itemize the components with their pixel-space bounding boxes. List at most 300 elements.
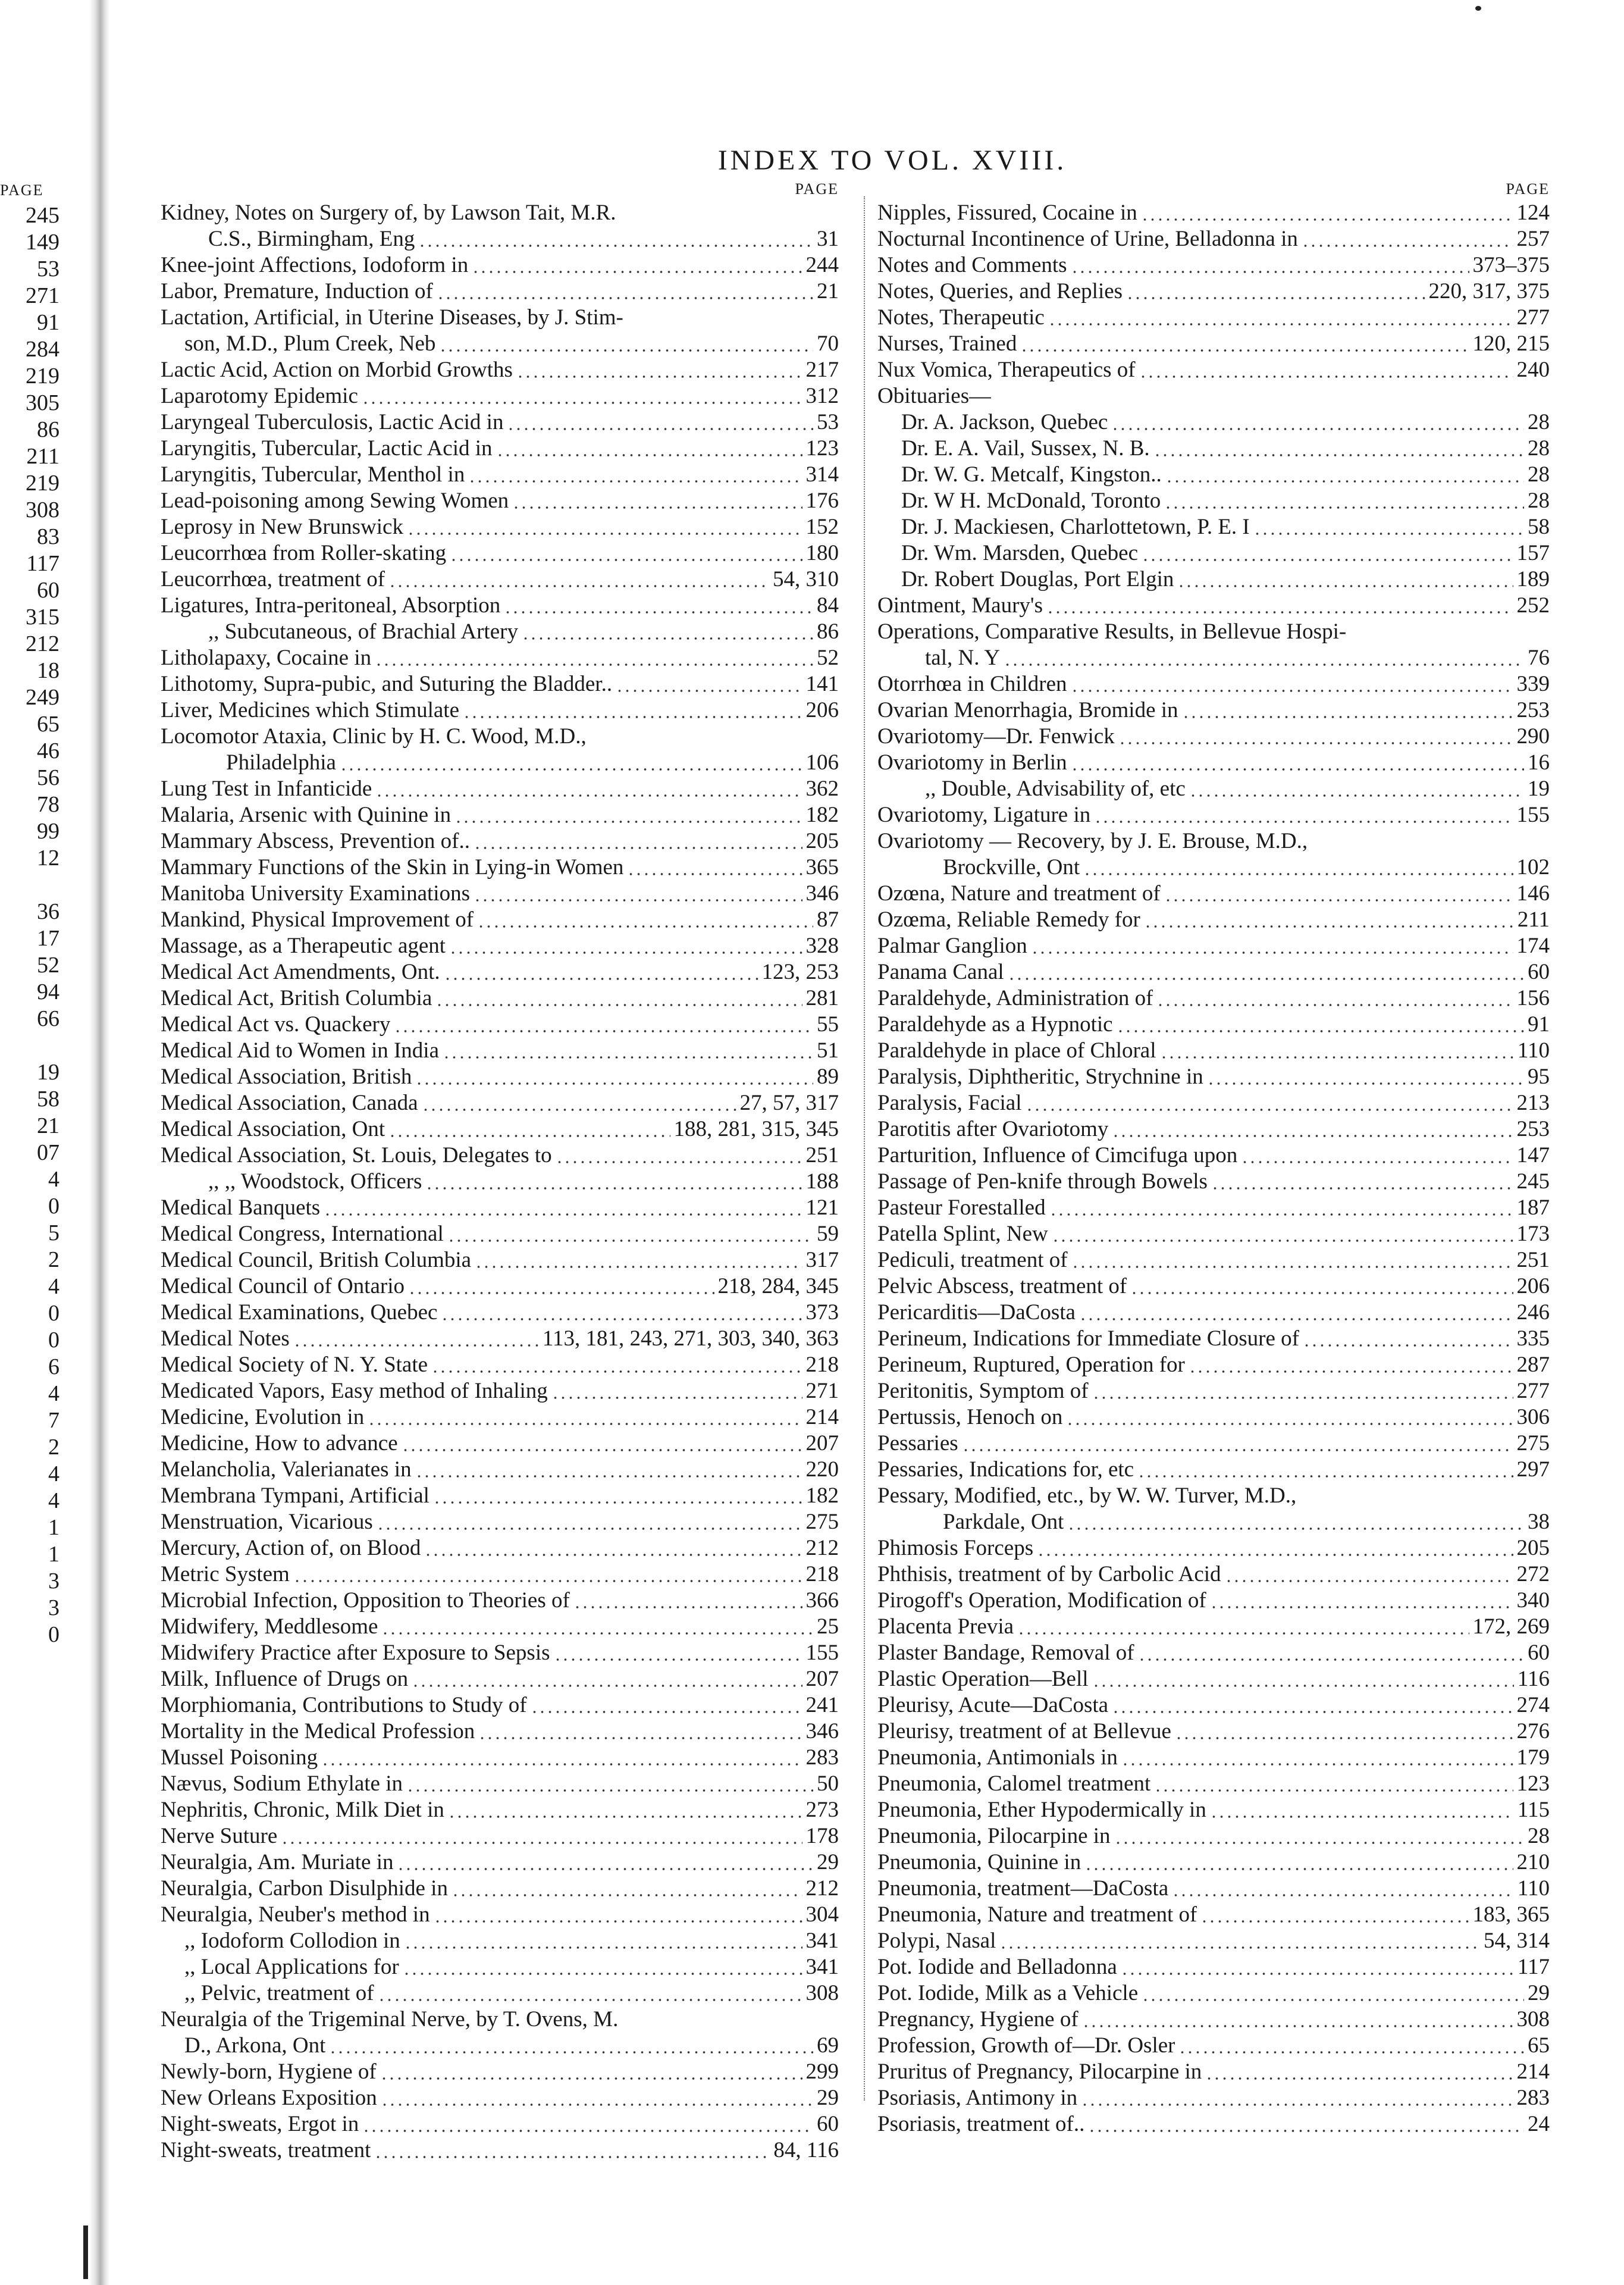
index-entry [161,1012,839,1038]
index-entry-page: 52 [817,646,839,670]
dot-leader [463,701,802,719]
dot-leader [556,1146,802,1164]
index-entry-text: Notes, Queries, and Replies [877,279,1123,303]
index-entry-text: Leucorrhœa from Roller-skating [161,541,447,565]
index-entry-text: Operations, Comparative Results, in Bellevue Hospi- [877,619,1347,644]
dot-leader [962,1434,1513,1452]
dot-leader [431,1356,802,1373]
index-entry [877,907,1550,933]
index-entry [161,2033,839,2059]
dot-leader [1172,1879,1514,1897]
dot-leader [439,334,813,352]
index-entry-page: 206 [805,698,839,722]
index-entry-page: 220, 317, 375 [1428,279,1550,303]
previous-page-number: 6 [48,1354,59,1379]
index-entry [161,776,839,802]
index-entry-page: 212 [805,1876,839,1901]
previous-page-number: 19 [37,1060,59,1085]
index-entry-page: 281 [805,986,839,1010]
index-entry [877,436,1550,462]
index-entry-page: 251 [1516,1248,1550,1272]
index-entry [877,1588,1550,1614]
index-entry [877,1195,1550,1221]
previous-page-number: 4 [48,1167,59,1192]
index-entry-page: 60 [817,2112,839,2136]
dot-leader [424,1539,802,1557]
dot-leader [388,570,769,588]
index-entry-text: ,, Double, Advisability of, etc [925,777,1186,801]
index-entry-page: 245 [1516,1169,1550,1194]
index-entry-text: son, M.D., Plum Creek, Neb [184,331,436,356]
index-entry-page: 29 [1528,1981,1550,2005]
index-entry-text: Paraldehyde in place of Chloral [877,1038,1156,1063]
previous-page-number: 99 [37,819,59,844]
index-entry [877,1326,1550,1352]
index-list-left [161,200,839,2164]
index-entry [161,436,839,462]
index-entry [161,1640,839,1666]
index-entry-page: 314 [805,462,839,487]
index-entry-text: Notes, Therapeutic [877,305,1045,330]
index-entry [877,409,1550,436]
index-entry [877,1954,1550,1980]
index-entry-page: 69 [817,2033,839,2058]
index-entry-text: Neuralgia, Am. Muriate in [161,1850,394,1874]
dot-leader [1008,963,1524,981]
previous-page-number: 284 [26,337,59,362]
index-entry-text: Medical Aid to Women in India [161,1038,440,1063]
previous-page-number: 07 [37,1140,59,1165]
dot-leader [404,1932,802,1949]
dot-leader [435,989,802,1007]
index-entry-text: Dr. Wm. Marsden, Quebec [901,541,1138,565]
dot-leader [1138,1644,1524,1661]
index-entry-text: Medical Council of Ontario [161,1274,405,1298]
index-entry [877,697,1550,724]
index-entry-text: Paraldehyde as a Hypnotic [877,1012,1113,1037]
dot-leader [362,387,802,405]
index-entry-text: Pessaries, Indications for, etc [877,1457,1134,1482]
index-entry [161,1588,839,1614]
index-entry-text: Litholapaxy, Cocaine in [161,646,372,670]
dot-leader [450,544,802,562]
index-entry-text: Neuralgia, Carbon Disulphide in [161,1876,448,1901]
index-entry-page: 50 [817,1771,839,1796]
index-entry [161,357,839,383]
index-entry [161,1221,839,1247]
index-entry-page: 273 [805,1798,839,1822]
index-entry-text: Dr. W H. McDonald, Toronto [901,489,1161,513]
dot-leader [619,204,835,221]
index-entry [877,1719,1550,1745]
index-entry-text: Laryngitis, Tubercular, Lactic Acid in [161,436,493,461]
index-entry-page: 16 [1528,750,1550,775]
index-entry-page: 317 [805,1248,839,1272]
index-entry-page: 65 [1528,2033,1550,2058]
index-entry-page: 346 [805,1719,839,1744]
index-entry [877,331,1550,357]
index-entry [877,1640,1550,1666]
dot-leader [412,1670,802,1688]
dot-leader [1092,1670,1514,1688]
index-entry-page: 183, 365 [1472,1902,1550,1927]
index-entry-page: 182 [805,1483,839,1508]
index-entry-text: Pneumonia, treatment—DaCosta [877,1876,1169,1901]
index-entry-page: 28 [1528,462,1550,487]
index-entry-text: Paralysis, Diphtheritic, Strychnine in [877,1065,1203,1089]
index-entry-text: Pneumonia, Pilocarpine in [877,1824,1111,1848]
previous-page-number: 52 [37,953,59,978]
index-entry [161,1928,839,1954]
dot-leader [1004,649,1524,666]
index-entry [161,462,839,488]
index-entry [161,540,839,566]
index-entry-page: 217 [805,358,839,382]
index-entry [877,1142,1550,1169]
index-entry [161,959,839,985]
dot-leader [1189,780,1524,797]
index-entry-text: ,, Iodoform Collodion in [184,1929,400,1953]
index-entry-text: Ovarian Menorrhagia, Bromide in [877,698,1178,722]
dot-leader [1092,1382,1513,1400]
index-entry-text: Palmar Ganglion [877,934,1027,958]
previous-page-number: 219 [26,364,59,389]
previous-page-label: PAGE [0,181,44,199]
index-entry-page: 205 [805,829,839,853]
dot-leader [1083,858,1513,876]
index-entry [877,2033,1550,2059]
index-entry-page: 373 [805,1300,839,1325]
dot-leader [504,596,813,614]
index-entry-text: Mankind, Physical Improvement of [161,907,474,932]
index-entry [161,226,839,252]
previous-page-number: 149 [26,230,59,255]
dot-leader [406,1774,813,1792]
index-entry-text: Pot. Iodide and Belladonna [877,1955,1117,1979]
index-entry [161,1561,839,1588]
index-entry-text: Psoriasis, treatment of.. [877,2112,1085,2136]
index-entry [877,828,1550,854]
dot-leader [415,1068,813,1085]
index-entry-page: 110 [1517,1038,1550,1063]
index-entry-page: 283 [1516,2086,1550,2110]
index-entry-text: Ovariotomy in Berlin [877,750,1067,775]
index-entry-page: 308 [805,1981,839,2005]
index-entry-text: Lactation, Artificial, in Uterine Diseases, by J. Stim- [161,305,623,330]
previous-page-number: 36 [37,899,59,924]
index-entry-text: Pelvic Abscess, treatment of [877,1274,1127,1298]
previous-page-number: 2 [48,1435,59,1460]
previous-page-number: 305 [26,390,59,415]
index-entry-page: 124 [1516,201,1550,225]
index-entry-page: 29 [817,2086,839,2110]
dot-leader [452,1879,802,1897]
index-column-left [161,179,839,2164]
dot-leader [1081,2089,1513,2106]
index-entry-text: Perineum, Ruptured, Operation for [877,1353,1185,1377]
index-entry-text: Brockville, Ont [943,855,1080,879]
index-entry-text: Pneumonia, Nature and treatment of [877,1902,1197,1927]
index-entry [161,331,839,357]
dot-leader [516,361,802,378]
index-entry [161,252,839,278]
index-entry [161,619,839,645]
index-entry-text: Dr. E. A. Vail, Sussex, N. B. [901,436,1150,461]
previous-page-number: 211 [26,444,59,469]
index-entry-text: Medical Notes [161,1326,290,1351]
index-entry-text: Nerve Suture [161,1824,278,1848]
index-entry-text: Placenta Previa [877,1614,1014,1639]
dot-leader [1118,727,1513,745]
index-entry [161,1169,839,1195]
index-entry-text: Mercury, Action of, on Blood [161,1536,421,1560]
index-entry [877,645,1550,671]
previous-page-number: 4 [48,1461,59,1486]
index-entry-text: C.S., Birmingham, Eng [208,227,415,251]
previous-page-number: 12 [37,846,59,871]
index-entry-page: 211 [1517,907,1550,932]
index-entry [877,854,1550,881]
index-entry-text: Paralysis, Facial [877,1091,1022,1115]
index-entry [161,1509,839,1535]
dot-leader [1225,1565,1513,1583]
index-entry [161,1142,839,1169]
previous-page-number: 249 [26,685,59,710]
index-entry-text: Pruritus of Pregnancy, Pilocarpine in [877,2059,1202,2084]
dot-leader [1112,1120,1513,1138]
index-entry-page: 182 [805,803,839,827]
index-entry [161,1614,839,1640]
dot-leader [407,518,802,536]
index-entry [877,383,1550,409]
index-entry-text: Ointment, Maury's [877,593,1043,618]
index-entry [161,1352,839,1378]
index-entry-page: 110 [1517,1876,1550,1901]
index-entry-page: 29 [817,1850,839,1874]
index-entry-page: 335 [1516,1326,1550,1351]
dot-leader [1139,361,1513,378]
dot-leader [1350,622,1546,640]
page-column-label: PAGE [795,180,839,198]
previous-page-number: 4 [48,1381,59,1406]
index-entry-text: Labor, Premature, Induction of [161,279,433,303]
ink-speck [1475,6,1481,11]
index-entry-page: 24 [1528,2112,1550,2136]
index-entry [877,1457,1550,1483]
index-entry-text: ,, ,, Woodstock, Officers [208,1169,422,1194]
index-entry-page: 283 [805,1745,839,1770]
dot-leader [522,622,813,640]
index-entry-page: 86 [817,619,839,644]
index-entry [877,1404,1550,1431]
index-entry-page: 220 [805,1457,839,1482]
index-entry-page: 123 [805,436,839,461]
index-entry-text: Medicine, Evolution in [161,1405,365,1429]
index-entry-text: Dr. Robert Douglas, Port Elgin [901,567,1174,591]
index-entry-page: 241 [805,1693,839,1717]
dot-leader [1302,230,1513,248]
previous-page-number: 0 [48,1622,59,1647]
index-entry [877,750,1550,776]
index-entry-text: Pneumonia, Antimonials in [877,1745,1118,1770]
index-entry-text: Pneumonia, Quinine in [877,1850,1081,1874]
index-entry-page: 272 [1516,1562,1550,1586]
dot-leader [340,753,802,771]
index-entry [161,1195,839,1221]
index-entry-page: 304 [805,1902,839,1927]
dot-leader [1130,1277,1513,1295]
index-entry [161,200,839,226]
index-entry [877,1666,1550,1692]
index-entry-page: 31 [817,227,839,251]
index-entry-page: 207 [805,1667,839,1691]
index-entry-page: 116 [1517,1667,1550,1691]
index-entry [877,514,1550,540]
index-entry-text: Menstruation, Vicarious [161,1510,373,1534]
index-entry-page: 210 [1516,1850,1550,1874]
index-entry [161,1300,839,1326]
index-entry-text: Mussel Poisoning [161,1745,318,1770]
dot-leader [512,492,802,509]
dot-leader [1154,1774,1513,1792]
index-entry [877,1876,1550,1902]
index-entry-page: 51 [817,1038,839,1063]
index-entry [877,566,1550,593]
dot-leader [1052,1225,1513,1242]
index-entry [161,1090,839,1116]
index-entry [877,1980,1550,2007]
index-entry [161,1849,839,1876]
index-entry [877,1745,1550,1771]
index-entry-page: 271 [805,1379,839,1403]
index-entry [161,1771,839,1797]
index-entry-text: Parkdale, Ont [943,1510,1064,1534]
index-entry-text: Panama Canal [877,960,1004,984]
dot-leader [402,1434,802,1452]
index-entry-page: 373–375 [1472,253,1550,277]
index-entry [877,1090,1550,1116]
index-entry-text: Plastic Operation—Bell [877,1667,1089,1691]
index-entry [877,2059,1550,2085]
dot-leader [443,1041,813,1059]
dot-leader [1178,2036,1524,2054]
dot-leader [1141,204,1513,221]
index-entry [877,1561,1550,1588]
previous-page-number: 1 [48,1542,59,1567]
index-entry-page: 147 [1516,1143,1550,1167]
index-entry [161,488,839,514]
index-entry-page: 28 [1528,436,1550,461]
dot-leader [622,2010,835,2028]
index-entry-page: 60 [1528,1641,1550,1665]
index-entry-text: Medical Congress, International [161,1222,444,1246]
index-entry [161,2059,839,2085]
index-entry [161,854,839,881]
index-entry-page: 308 [1516,2007,1550,2032]
dot-leader [1241,1146,1513,1164]
index-entry-text: Otorrhœa in Children [877,672,1067,696]
index-entry-page: 19 [1528,777,1550,801]
index-entry [877,1849,1550,1876]
index-entry [877,1012,1550,1038]
dot-leader [1071,256,1469,274]
index-entry-page: 252 [1516,593,1550,618]
page-column-label: PAGE [1506,180,1550,198]
index-entry-page: 157 [1516,541,1550,565]
index-entry-text: Laryngeal Tuberculosis, Lactic Acid in [161,410,504,434]
index-entry-text: Membrana Tympani, Artificial [161,1483,429,1508]
index-entry-page: 328 [805,934,839,958]
index-entry-text: ,, Subcutaneous, of Brachial Artery [208,619,518,644]
dot-leader [531,1696,802,1714]
dot-leader [1300,1486,1546,1504]
index-entry [877,1797,1550,1823]
dot-leader [1177,570,1513,588]
index-entry [877,724,1550,750]
index-entry-page: 27, 57, 317 [739,1091,839,1115]
index-entry [161,1745,839,1771]
index-entry [161,1116,839,1142]
index-entry-page: 299 [805,2059,839,2084]
index-entry [877,1273,1550,1300]
previous-page-number: 17 [37,926,59,951]
index-entry [161,1823,839,1849]
page-title: INDEX TO VOL. XVIII. [717,145,1067,177]
index-entry-text: Leprosy in New Brunswick [161,515,403,539]
previous-page-number: 4 [48,1488,59,1513]
index-entry-page: 91 [1528,1012,1550,1037]
index-entry-page: 87 [817,907,839,932]
index-entry [877,1221,1550,1247]
index-entry [161,1954,839,1980]
index-entry-page: 70 [817,331,839,356]
index-entry-text: Morphiomania, Contributions to Study of [161,1693,527,1717]
previous-page-number: 46 [37,738,59,763]
index-entry [161,1666,839,1692]
dot-leader [375,780,802,797]
index-entry-text: Parturition, Influence of Cimcifuga upon [877,1143,1238,1167]
index-entry-page: 188 [805,1169,839,1194]
index-entry [161,1483,839,1509]
index-entry-page: 214 [1516,2059,1550,2084]
dot-leader [1253,518,1524,536]
index-entry [161,802,839,828]
dot-leader [1207,1068,1524,1085]
dot-leader [478,1722,802,1740]
index-entry-text: D., Arkona, Ont [184,2033,326,2058]
index-entry-text: Medical Association, St. Louis, Delegates to [161,1143,552,1167]
index-entry [877,226,1550,252]
index-entry-text: Medical Act, British Columbia [161,986,432,1010]
dot-leader [1211,1172,1513,1190]
dot-leader [378,1984,802,2002]
index-entry-text: Nipples, Fissured, Cocaine in [877,201,1137,225]
index-entry [161,671,839,697]
previous-page-number: 56 [37,765,59,790]
index-entry [161,1038,839,1064]
index-entry-text: Psoriasis, Antimony in [877,2086,1078,2110]
index-entry-text: Midwifery Practice after Exposure to Sepsis [161,1641,550,1665]
index-entry [161,305,839,331]
index-entry [161,1431,839,1457]
previous-page-number: 0 [48,1328,59,1353]
previous-page-column [0,179,59,1648]
index-entry [161,1797,839,1823]
index-entry [877,933,1550,959]
index-entry-text: Medical Examinations, Quebec [161,1300,438,1325]
index-entry [877,305,1550,331]
previous-page-number: 245 [26,203,59,228]
